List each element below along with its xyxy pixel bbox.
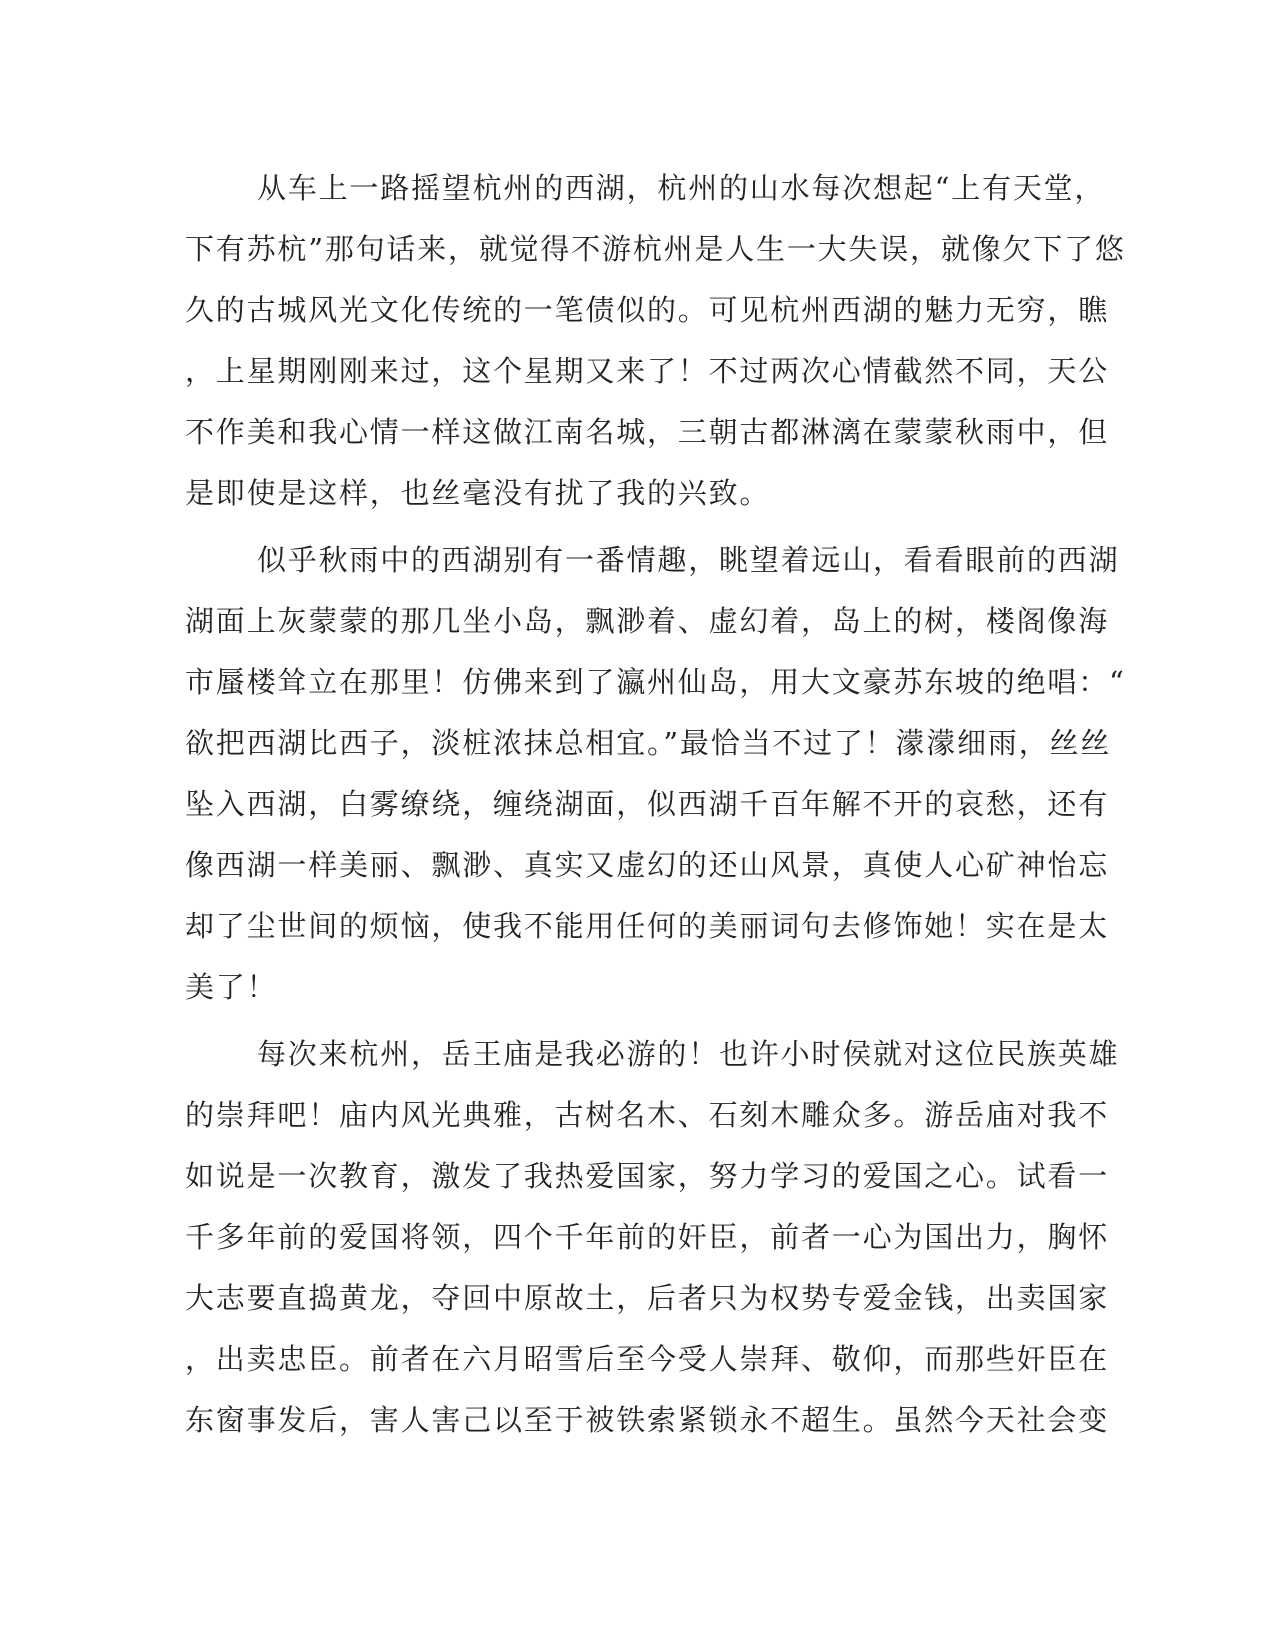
text-line: 久的古城风光文化传统的一笔债似的。可见杭州西湖的魅力无穷，瞧	[185, 293, 1110, 327]
text-line: 如说是一次教育，激发了我热爱国家，努力学习的爱国之心。试看一	[185, 1159, 1110, 1193]
text-line: 东窗事发后，害人害己以至于被铁索紧锁永不超生。虽然今天社会变	[185, 1403, 1110, 1437]
paragraph-1	[185, 158, 1126, 524]
text-line: 似乎秋雨中的西湖别有一番情趣，眺望着远山，看看眼前的西湖	[257, 543, 1120, 577]
text-line: 从车上一路摇望杭州的西湖，杭州的山水每次想起“上有天堂，	[257, 171, 1106, 205]
text-line: 却了尘世间的烦恼，使我不能用任何的美丽词句去修饰她！实在是太	[185, 909, 1110, 943]
text-line: ，上星期刚刚来过，这个星期又来了！不过两次心情截然不同，天公	[185, 354, 1110, 388]
text-line: 每次来杭州，岳王庙是我必游的！也许小时侯就对这位民族英雄	[257, 1037, 1120, 1071]
document-body	[185, 158, 1126, 1451]
text-line: 的崇拜吧！庙内风光典雅，古树名木、石刻木雕众多。游岳庙对我不	[185, 1098, 1110, 1132]
text-line: 湖面上灰蒙蒙的那几坐小岛，飘渺着、虚幻着，岛上的树，楼阁像海	[185, 604, 1110, 638]
text-line: 欲把西湖比西子，淡桩浓抹总相宜。”最恰当不过了！濛濛细雨，丝丝	[185, 726, 1112, 760]
text-line: ，出卖忠臣。前者在六月昭雪后至今受人崇拜、敬仰，而那些奸臣在	[185, 1342, 1110, 1376]
text-line: 美了！	[185, 970, 278, 1004]
text-line: 不作美和我心情一样这做江南名城，三朝古都淋漓在蒙蒙秋雨中，但	[185, 415, 1110, 449]
text-line: 下有苏杭”那句话来，就觉得不游杭州是人生一大失误，就像欠下了悠	[185, 232, 1126, 266]
text-line: 千多年前的爱国将领，四个千年前的奸臣，前者一心为国出力，胸怀	[185, 1220, 1110, 1254]
paragraph-3	[185, 1024, 1120, 1451]
text-line: 像西湖一样美丽、飘渺、真实又虚幻的还山风景，真使人心矿神怡忘	[185, 848, 1110, 882]
text-line: 坠入西湖，白雾缭绕，缠绕湖面，似西湖千百年解不开的哀愁，还有	[185, 787, 1110, 821]
paragraph-2	[185, 530, 1126, 1018]
text-line: 是即使是这样，也丝毫没有扰了我的兴致。	[185, 476, 771, 510]
text-line: 大志要直捣黄龙，夺回中原故土，后者只为权势专爱金钱，出卖国家	[185, 1281, 1110, 1315]
text-line: 市蜃楼耸立在那里！仿佛来到了瀛州仙岛，用大文豪苏东坡的绝唱：“	[185, 665, 1126, 699]
